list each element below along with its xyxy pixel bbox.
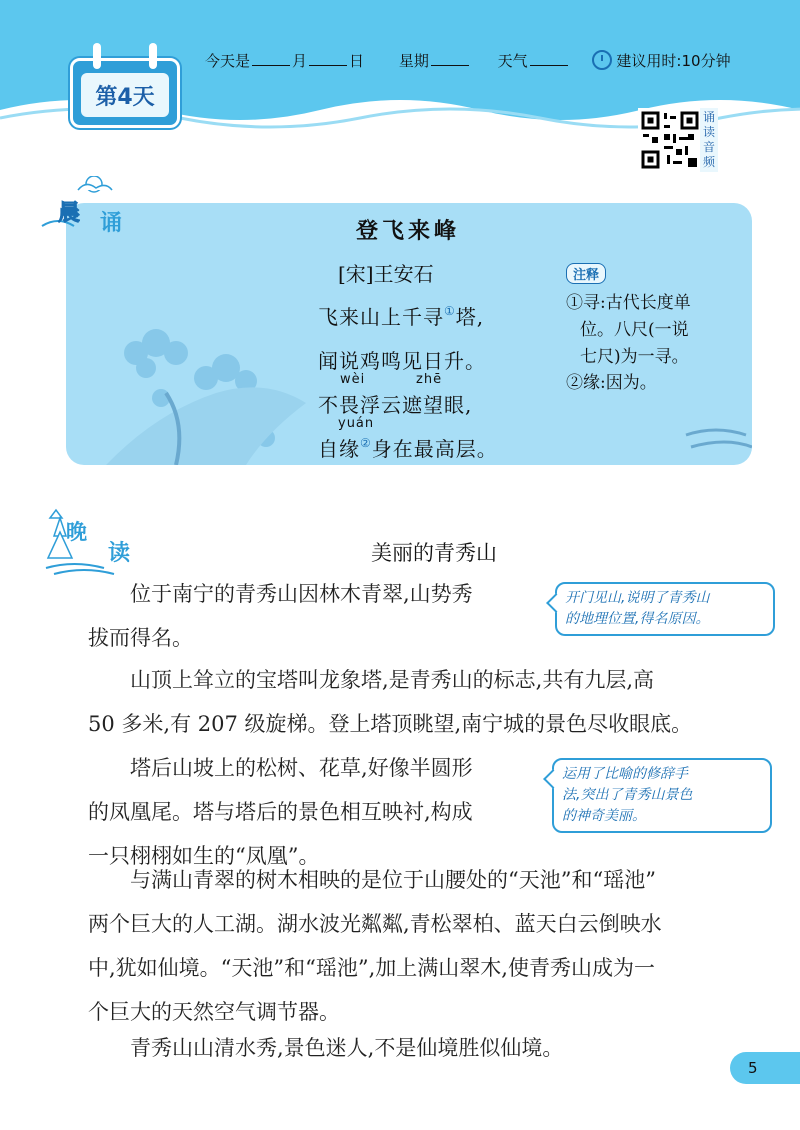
note-ref-2[interactable]: ② <box>360 436 372 450</box>
month-blank[interactable] <box>252 51 290 66</box>
morning-badge-char2: 诵 <box>100 211 123 236</box>
evening-badge-char2: 读 <box>108 541 131 566</box>
annotation-bubble-1: 开门见山,说明了青秀山 的地理位置,得名原因。 <box>555 582 775 636</box>
note-2: ②缘:因为。 <box>566 373 657 393</box>
article-title: 美丽的青秀山 <box>371 541 497 565</box>
poem-author: [宋]王安石 <box>338 262 434 286</box>
pinyin-zhe: zhē <box>416 372 443 387</box>
note-ref-1[interactable]: ① <box>444 304 456 318</box>
date-prefix: 今天是 <box>205 52 251 70</box>
morning-badge-char1: 晨 <box>58 201 81 226</box>
note-1: ①寻:古代长度单 位。八尺(一说 七尺)为一寻。 <box>566 293 691 367</box>
poem-line-1: 飞来山上千寻①塔, <box>318 304 485 329</box>
morning-badge <box>38 176 134 240</box>
poem-title: 登飞来峰 <box>355 219 460 244</box>
calendar-ring-icon <box>149 43 157 69</box>
calendar-ring-icon <box>93 43 101 69</box>
day-suffix: 日 <box>349 52 365 70</box>
day-badge <box>70 58 180 128</box>
qr-code[interactable] <box>638 108 702 172</box>
day-blank[interactable] <box>309 51 347 66</box>
day-label: 第4天 <box>81 73 169 117</box>
pinyin-wei: wèi <box>340 372 366 387</box>
weekday-label: 星期 <box>398 52 429 70</box>
paragraph-4: 与满山青翠的树木相映的是位于山腰处的“天池”和“瑶池” 两个巨大的人工湖。湖水波光粼粼,青松翠柏、蓝天白云倒映水 中,犹如仙境。“天池”和“瑶池”,加上满山翠木,使青秀山成为一 个巨大的天然空气调节器。 <box>88 868 662 1024</box>
clock-icon <box>592 50 612 70</box>
weather-label: 天气 <box>497 52 528 70</box>
paragraph-5: 青秀山山清水秀,景色迷人,不是仙境胜似仙境。 <box>130 1036 564 1060</box>
month-label: 月 <box>292 52 308 70</box>
evening-badge-char1: 晚 <box>66 520 87 544</box>
paragraph-2: 山顶上耸立的宝塔叫龙象塔,是青秀山的标志,共有九层,高 50 多米,有 207 级旋梯。登上塔顶眺望,南宁城的景色尽收眼底。 <box>88 668 693 736</box>
weekday-blank[interactable] <box>431 51 469 66</box>
annotation-bubble-2: 运用了比喻的修辞手 法,突出了青秀山景色 的神奇美丽。 <box>552 758 772 833</box>
page-number: 5 <box>730 1052 800 1084</box>
paragraph-3: 塔后山坡上的松树、花草,好像半圆形 的凤凰尾。塔与塔后的景色相互映衬,构成 一只栩栩如生的“凤凰”。 <box>88 756 473 868</box>
date-row <box>205 50 731 71</box>
poem-line-4: yuán 自缘②身在最高层。 <box>318 416 498 461</box>
notes-label: 注释 <box>566 263 606 284</box>
weather-blank[interactable] <box>530 51 568 66</box>
poem-line-3: wèi zhē 不畏浮云遮望眼, <box>318 372 473 417</box>
pinyin-yuan: yuán <box>338 416 375 431</box>
evening-badge <box>44 508 144 578</box>
poem-line-2: 闻说鸡鸣见日升。 <box>318 349 486 373</box>
qr-code-icon <box>640 110 700 170</box>
qr-label: 诵读音频 <box>700 108 718 172</box>
time-hint: 建议用时:10分钟 <box>592 50 730 71</box>
paragraph-1: 位于南宁的青秀山因林木青翠,山势秀 拔而得名。 <box>88 582 473 650</box>
